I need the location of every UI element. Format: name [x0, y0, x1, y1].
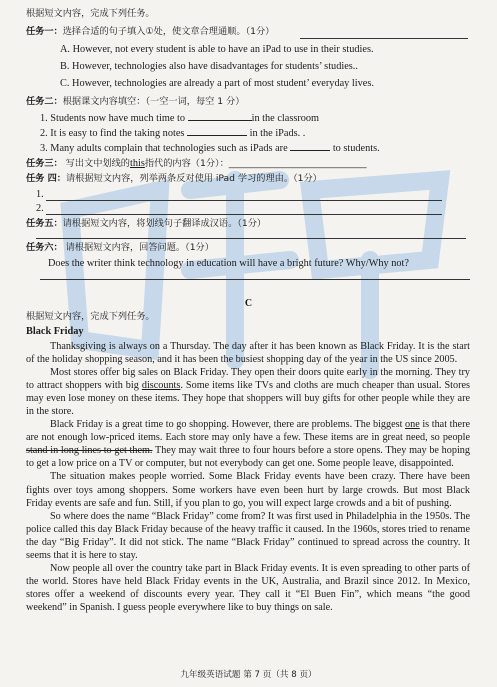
task2-heading [26, 96, 244, 108]
task6-question: Does the writer think technology in education will have a bright future? Why/Why not? [48, 258, 409, 269]
task2-blank-3[interactable] [290, 141, 330, 151]
task1-answer-line[interactable] [300, 38, 468, 39]
task2-item-3-post: to students. [332, 143, 380, 154]
task6-prompt: 请根据短文内容，回答问题。（1分） [65, 242, 214, 253]
paragraph-2 [26, 366, 470, 418]
task1-option-c: C. However, technologies are already a part of most student’ everyday lives. [60, 78, 374, 89]
instructions-top: 根据短文内容，完成下列任务。 [26, 8, 155, 19]
task3-prompt-word: this [129, 158, 145, 169]
task2-item-2 [40, 126, 305, 140]
paragraph-4: The situation makes people worried. Some Black Friday events have been crazy. There have been fights over toys among shoppers. Some workers have even been hurt by large crowds. But most Black Friday events are safe and fun. Still, if you plan to go, you will expect large crowds and a bit of pushing. [26, 471, 470, 509]
paragraph-3-a: Black Friday is a great time to go shopping. However, there are problems. The biggest [50, 419, 406, 431]
task1-option-a: A. However, not every student is able to have an iPad to use in their studies. [60, 44, 374, 55]
task5-heading [26, 218, 266, 230]
task5-prompt: 请根据短文内容，将划线句子翻译成汉语。（1分） [62, 218, 267, 229]
paragraph-3 [26, 418, 470, 470]
task2-item-2-post: in the iPads. . [249, 128, 306, 139]
paragraph-3-c: They may wait three to four hours before a store opens. They may be hoping to get a low price on a TV or computer, but not everybody can get one. Some people leave, disappointed. [26, 445, 470, 470]
task2-item-2-pre: 2. It is easy to find the taking notes [40, 128, 185, 139]
article-body [26, 340, 470, 614]
task2-item-1 [40, 111, 319, 125]
task4-line1-label: 1. [36, 189, 44, 200]
task2-item-1-pre: 1. Students now have much time to [40, 113, 185, 124]
task2-label: 任务二： [26, 96, 63, 107]
instructions-c: 根据短文内容，完成下列任务。 [26, 311, 155, 322]
task6-label: 任务六： [26, 242, 63, 253]
task6-heading [26, 242, 214, 254]
paragraph-5: So where does the name “Black Friday” come from? It was first used in Philadelphia in the 1950s. The police called this day Black Friday because of the heavy traffic it caused. In the 1960s, stores tried to rename the day “Big Friday”. It did not stick. The name “Black Friday” continued to spread across the country. It seems that it is here to stay. [26, 510, 470, 561]
task4-line2-label: 2. [36, 203, 44, 214]
underlined-word-discounts: discounts [141, 380, 181, 392]
task5-answer-line[interactable] [36, 238, 466, 239]
task5-label: 任务五： [26, 218, 63, 229]
article-title: Black Friday [26, 326, 84, 337]
section-letter: C [244, 298, 253, 309]
task1-prompt: 选择合适的句子填入①处，使文章合理通顺。（1分） [62, 26, 275, 37]
underlined-word-one: one [405, 419, 420, 431]
task2-prompt: 根据课文内容填空：（一空一词，每空 1 分） [62, 96, 245, 107]
task3-prompt-post: 指代的内容（1分）：______________________________ [144, 158, 367, 169]
paragraph-2-b: . Some items like TVs and cloths are much cheaper than usual. Stores may even lose money on these items. They hope that shoppers will buy gifts for other people while they are in the store. [26, 380, 470, 418]
task2-item-1-post: in the classroom [251, 113, 320, 124]
task2-blank-2[interactable] [187, 126, 247, 136]
task2-item-3 [40, 141, 380, 155]
task4-prompt: 请根据短文内容，列举两条反对使用 iPad 学习的理由。（1分） [65, 173, 322, 184]
paragraph-6: Now people all over the country take part in Black Friday events. It is even spreading to other parts of the world. Stores have held Black Friday events in the UK, Australia, and Brazil since 2012. In Mexico, stores offer a weekend of discounts every year. They call it “El Buen Fin”, which means “the good weekend” in Spanish. I guess people everywhere like to buy things on sale. [26, 562, 470, 613]
task6-answer-line[interactable] [40, 279, 470, 280]
task3-label: 任务三： [26, 158, 63, 169]
task3-prompt-pre: 写出文中划线的 [65, 158, 130, 169]
task3-heading [26, 158, 367, 170]
task1-heading [26, 26, 274, 38]
page-footer: 九年级英语试题 第 7 页（共 8 页） [180, 670, 317, 680]
task4-label: 任务 四： [26, 173, 66, 184]
paragraph-3-b: is that there are not enough low-priced items. Each store may only have a few. These items are in great need, so people [26, 419, 470, 444]
task1-option-b: B. However, technologies also have disadvantages for students’ studies.. [60, 61, 358, 72]
paragraph-1: Thanksgiving is always on a Thursday. The day after it has been known as Black Friday. It is the start of the holiday shopping season, and it has been the busiest shopping day of the year in the US since 2005. [26, 341, 470, 366]
task4-heading [26, 173, 322, 185]
task2-blank-1[interactable] [188, 111, 252, 121]
struck-phrase: stand in long lines to get them. [26, 445, 153, 457]
task4-answer-line-2[interactable] [46, 214, 442, 215]
task4-answer-line-1[interactable] [46, 200, 442, 201]
task1-label: 任务一： [26, 26, 63, 37]
task2-item-3-pre: 3. Many adults complain that technologies such as iPads are [40, 143, 288, 154]
paragraph-2-a: Most stores offer big sales on Black Friday. They open their doors quite early in the morning. They try to attract shoppers with big [26, 367, 470, 392]
